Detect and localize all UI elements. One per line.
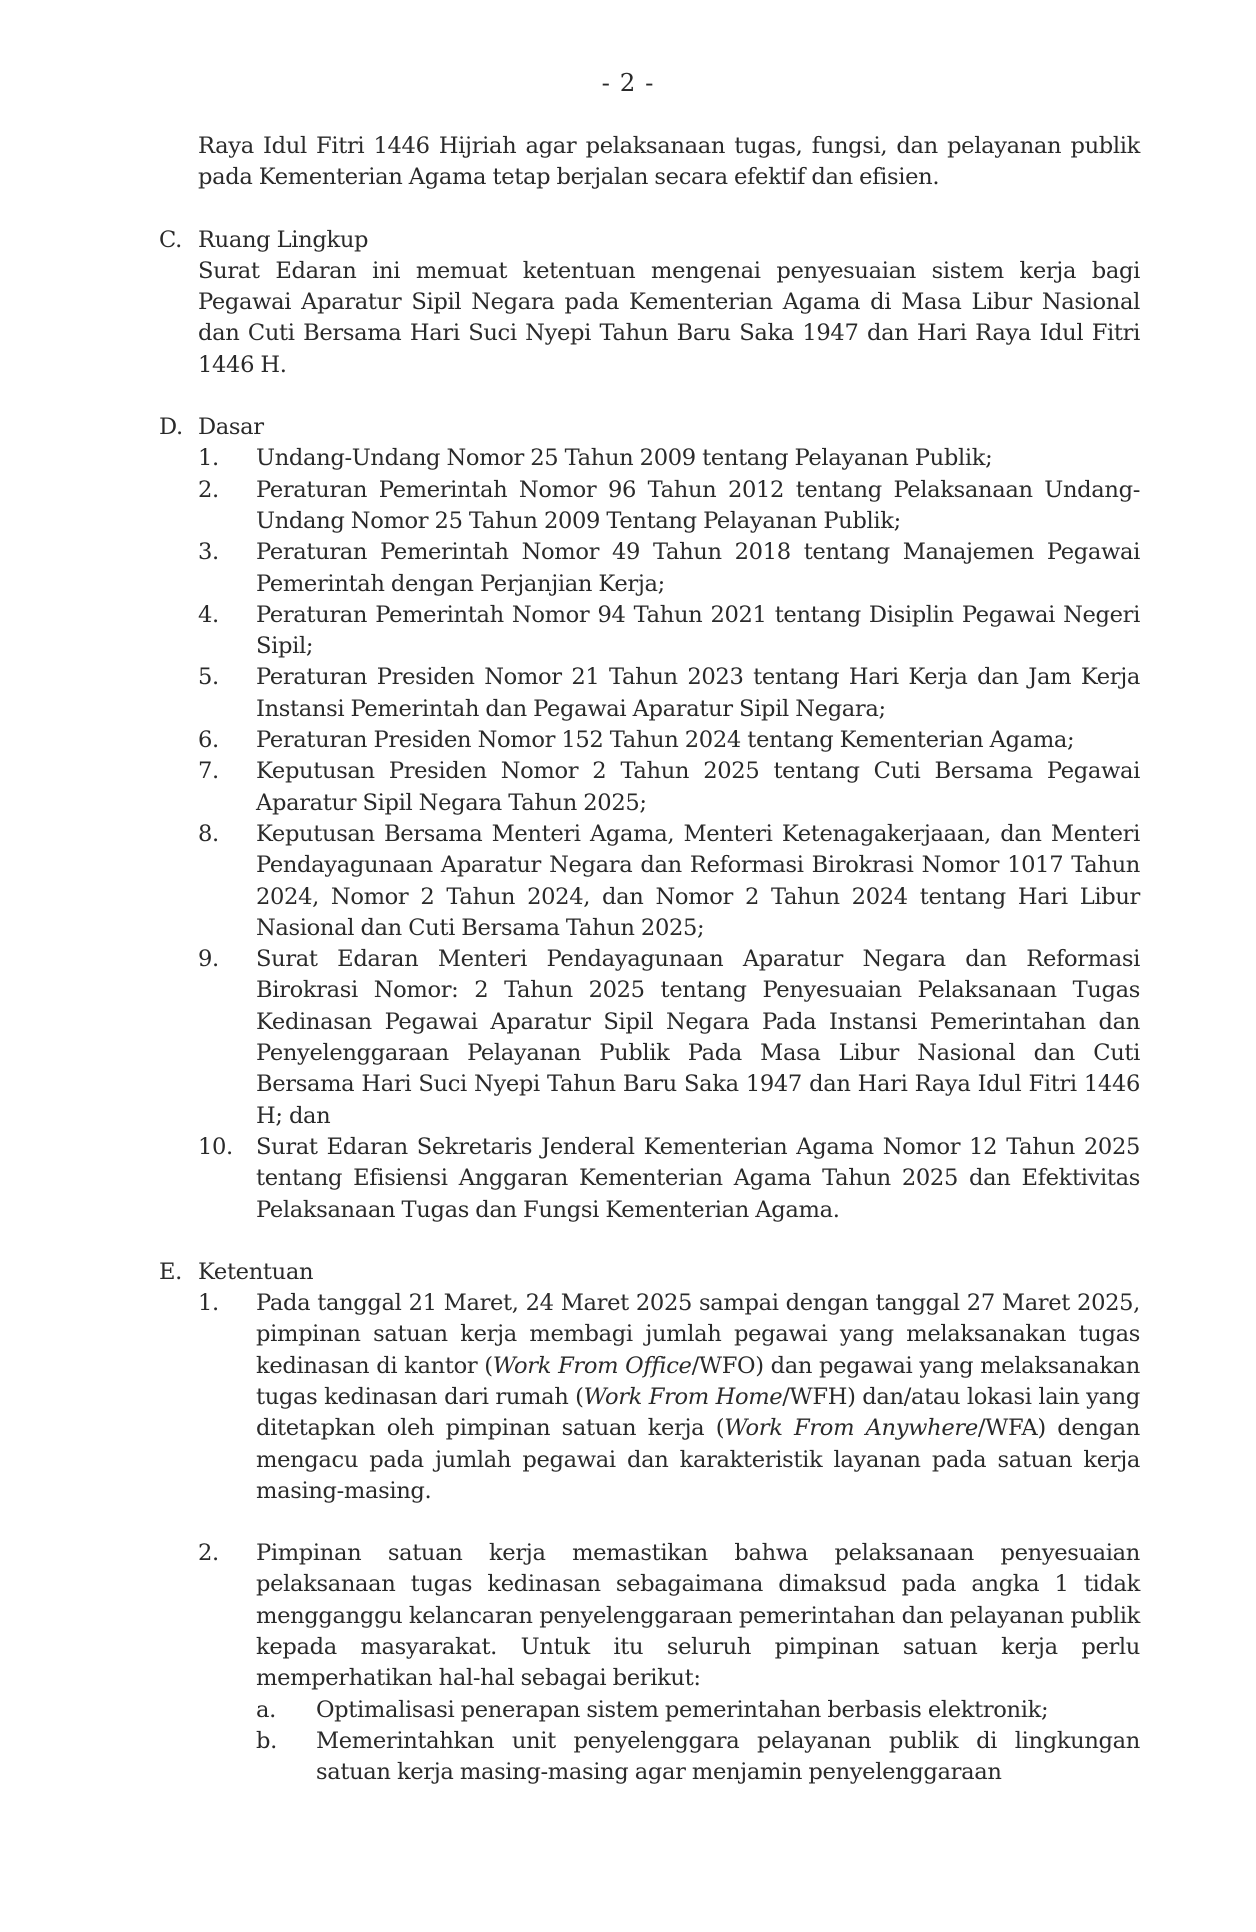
list-text: Keputusan Presiden Nomor 2 Tahun 2025 tentang Cuti Bersama Pegawai Aparatur Sipil Negara Tahun 2025; <box>256 758 1140 816</box>
list-number: 4. <box>198 601 219 628</box>
italic-term: Work From Anywhere <box>724 1415 978 1442</box>
list-item <box>198 537 1140 600</box>
text-run: /WFH) dan/atau lokasi lain yang ditetapkan oleh pimpinan satuan kerja ( <box>256 1383 1140 1442</box>
list-number: 2. <box>198 476 219 503</box>
list-text: Peraturan Pemerintah Nomor 49 Tahun 2018 tentang Manajemen Pegawai Pemerintah dengan Perjanjian Kerja; <box>256 539 1140 597</box>
section-letter: D. <box>159 414 183 441</box>
italic-term: Work From Home <box>583 1383 783 1410</box>
list-item <box>198 944 1140 1132</box>
list-text: Peraturan Pemerintah Nomor 94 Tahun 2021 tentang Disiplin Pegawai Negeri Sipil; <box>256 601 1140 660</box>
list-text: Keputusan Bersama Menteri Agama, Menteri Ketenagakerjaaan, dan Menteri Pendayagunaan Aparatur Negara dan Reformasi Birokrasi Nomor 1017 Tahun 2024, Nomor 2 Tahun 2024, dan Nomor 2 Tahun 2024 tentang Hari Libur Nasional dan Cuti Bersama Tahun 2025; <box>256 820 1140 941</box>
list-number: 1. <box>198 1290 219 1317</box>
list-item <box>198 1288 1140 1507</box>
section-ruang-lingkup <box>159 225 1140 381</box>
list-text: Surat Edaran Sekretaris Jenderal Kementerian Agama Nomor 12 Tahun 2025 tentang Efisiensi Anggaran Kementerian Agama Tahun 2025 dan Efektivitas Pelaksanaan Tugas dan Fungsi Kementerian Agama. <box>256 1133 1140 1223</box>
legal-basis-list <box>198 443 1140 1225</box>
list-number: 6. <box>198 727 219 754</box>
italic-term: Work From Office <box>492 1352 692 1379</box>
list-number: 1. <box>198 445 219 472</box>
list-number: 10. <box>198 1133 233 1160</box>
text-run: Pada tanggal 21 Maret, 24 Maret 2025 sampai dengan tanggal 27 Maret 2025, pimpinan satuan kerja membagi jumlah pegawai yang melaksanakan tugas kedinasan di kantor ( <box>256 1290 1140 1379</box>
sub-list-text: Optimalisasi penerapan sistem pemerintahan berbasis elektronik; <box>316 1696 1049 1723</box>
list-number: 3. <box>198 539 219 566</box>
text-run: /WFO) dan pegawai yang melaksanakan tugas kedinasan dari rumah ( <box>256 1352 1140 1410</box>
list-text: Undang-Undang Nomor 25 Tahun 2009 tentang Pelayanan Publik; <box>256 445 993 472</box>
section-title: Ketentuan <box>198 1258 314 1285</box>
section-body: Surat Edaran ini memuat ketentuan mengenai penyesuaian sistem kerja bagi Pegawai Aparatur Sipil Negara pada Kementerian Agama di Masa Libur Nasional dan Cuti Bersama Hari Suci Nyepi Tahun Baru Saka 1947 dan Hari Raya Idul Fitri 1446 H. <box>198 257 1140 378</box>
sub-list-text: Memerintahkan unit penyelenggara pelayanan publik di lingkungan satuan kerja masing-masing agar menjamin penyelenggaraan <box>316 1727 1140 1786</box>
list-item <box>198 1132 1140 1226</box>
list-number: 7. <box>198 758 219 785</box>
list-number: 9. <box>198 946 219 973</box>
sub-list-item <box>256 1695 1140 1726</box>
intro-paragraph: Raya Idul Fitri 1446 Hijriah agar pelaksanaan tugas, fungsi, dan pelayanan publik pada Kementerian Agama tetap berjalan secara efektif dan efisien. <box>198 133 1140 191</box>
list-text: Peraturan Presiden Nomor 21 Tahun 2023 tentang Hari Kerja dan Jam Kerja Instansi Pemerintah dan Pegawai Aparatur Sipil Negara; <box>256 664 1140 722</box>
sub-list <box>256 1695 1140 1789</box>
list-number: 2. <box>198 1540 219 1567</box>
list-text: Peraturan Presiden Nomor 152 Tahun 2024 tentang Kementerian Agama; <box>256 727 1075 754</box>
list-text: Surat Edaran Menteri Pendayagunaan Aparatur Negara dan Reformasi Birokrasi Nomor: 2 Tahun 2025 tentang Penyesuaian Pelaksanaan Tugas Kedinasan Pegawai Aparatur Sipil Negara Pada Instansi Pemerintahan dan Penyelenggaraan Pelayanan Publik Pada Masa Libur Nasional dan Cuti Bersama Hari Suci Nyepi Tahun Baru Saka 1947 dan Hari Raya Idul Fitri 1446 H; dan <box>256 946 1140 1129</box>
section-letter: C. <box>159 226 182 253</box>
sub-list-letter: b. <box>256 1727 277 1754</box>
list-item <box>198 819 1140 944</box>
list-item <box>198 662 1140 725</box>
section-ketentuan <box>159 1257 1141 1789</box>
list-text <box>256 1290 1140 1504</box>
list-item <box>198 725 1140 756</box>
list-item <box>198 600 1140 663</box>
text-run: /WFA) dengan mengacu pada jumlah pegawai dan karakteristik layanan pada satuan kerja masing-masing. <box>256 1415 1141 1504</box>
list-text: Peraturan Pemerintah Nomor 96 Tahun 2012 tentang Pelaksanaan Undang-Undang Nomor 25 Tahun 2009 Tentang Pelayanan Publik; <box>256 476 1140 534</box>
document-body <box>159 131 1141 1820</box>
list-text: Pimpinan satuan kerja memastikan bahwa pelaksanaan penyesuaian pelaksanaan tugas kedinasan sebagaimana dimaksud pada angka 1 tidak mengganggu kelancaran penyelenggaraan pemerintahan dan pelayanan publik kepada masyarakat. Untuk itu seluruh pimpinan satuan kerja perlu memperhatikan hal-hal sebagai berikut: <box>256 1540 1140 1692</box>
list-item <box>198 756 1140 819</box>
section-title: Dasar <box>198 414 264 441</box>
section-letter: E. <box>159 1258 182 1285</box>
list-number: 8. <box>198 820 219 847</box>
section-title: Ruang Lingkup <box>198 226 369 253</box>
list-item <box>198 1538 1140 1788</box>
list-item <box>198 443 1140 474</box>
provisions-list <box>198 1288 1140 1788</box>
sub-list-letter: a. <box>256 1696 276 1723</box>
list-number: 5. <box>198 664 219 691</box>
sub-list-item <box>256 1726 1140 1789</box>
page-number: - 2 - <box>601 68 655 97</box>
section-dasar <box>159 412 1140 1226</box>
list-item <box>198 475 1140 538</box>
